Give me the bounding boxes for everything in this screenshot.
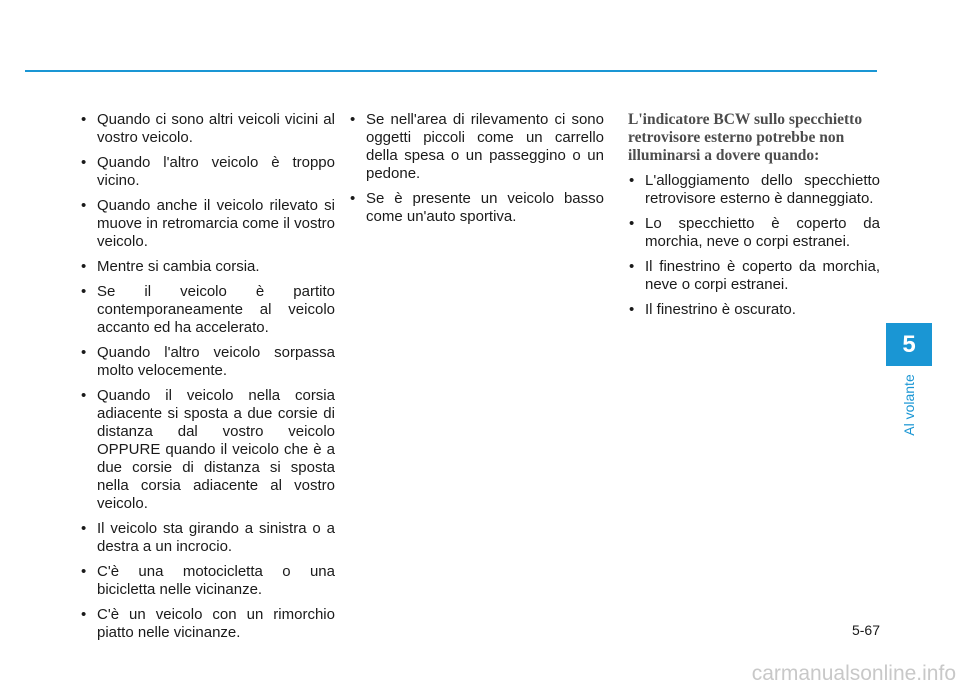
list-item: • Quando ci sono altri veicoli vicini al vostro veicolo. [81,111,335,146]
bullet-icon: • [81,197,87,214]
column-2 [349,111,604,233]
bullet-icon: • [629,301,635,318]
bullet-list [80,111,335,642]
bullet-icon: • [81,283,87,300]
top-rule [25,70,877,72]
chapter-number-tab: 5 [886,323,932,366]
list-item: • C'è un veicolo con un rimorchio piatto nelle vicinanze. [81,606,335,641]
bullet-icon: • [81,563,87,580]
chapter-label: Al volante [901,374,917,436]
list-item: • Quando anche il veicolo rilevato si muove in retromarcia come il vostro veicolo. [81,197,335,250]
list-item: • Il finestrino è coperto da morchia, neve o corpi estranei. [629,258,880,293]
list-item: • Se è presente un veicolo basso come un'auto sportiva. [350,190,604,225]
list-item: • Se nell'area di rilevamento ci sono oggetti piccoli come un carrello della spesa o un passeggino o un pedone. [350,111,604,182]
list-item: • L'alloggiamento dello specchietto retrovisore esterno è danneggiato. [629,172,880,207]
section-heading: L'indicatore BCW sullo specchietto retrovisore esterno potrebbe non illuminarsi a dovere quando: [628,111,863,164]
list-item: • Lo specchietto è coperto da morchia, neve o corpi estranei. [629,215,880,250]
list-item: • C'è una motocicletta o una bicicletta nelle vicinanze. [81,563,335,598]
list-item: • Quando il veicolo nella corsia adiacente si sposta a due corsie di distanza dal vostro veicolo OPPURE quando il veicolo che è a due corsie di distanza si sposta nella corsia adiacente al vostro veicolo. [81,387,335,512]
list-item: • Se il veicolo è partito contemporaneamente al veicolo accanto ed ha accelerato. [81,283,335,336]
list-item: • Quando l'altro veicolo sorpassa molto velocemente. [81,344,335,379]
bullet-icon: • [81,154,87,171]
bullet-icon: • [629,172,635,189]
list-item: • Il finestrino è oscurato. [629,301,796,318]
bullet-list [349,111,604,226]
bullet-icon: • [350,190,356,207]
bullet-icon: • [81,258,87,275]
bullet-icon: • [81,520,87,537]
bullet-icon: • [81,111,87,128]
list-item: • Il veicolo sta girando a sinistra o a destra a un incrocio. [81,520,335,555]
column-3 [628,111,880,326]
watermark: carmanualsonline.info [751,662,956,685]
bullet-list [628,172,880,319]
bullet-icon: • [81,387,87,404]
bullet-icon: • [350,111,356,128]
bullet-icon: • [81,344,87,361]
bullet-icon: • [81,606,87,623]
list-item: • Mentre si cambia corsia. [81,258,260,275]
column-1 [80,111,335,649]
bullet-icon: • [629,215,635,232]
list-item: • Quando l'altro veicolo è troppo vicino. [81,154,335,189]
bullet-icon: • [629,258,635,275]
page-number: 5-67 [851,622,880,638]
